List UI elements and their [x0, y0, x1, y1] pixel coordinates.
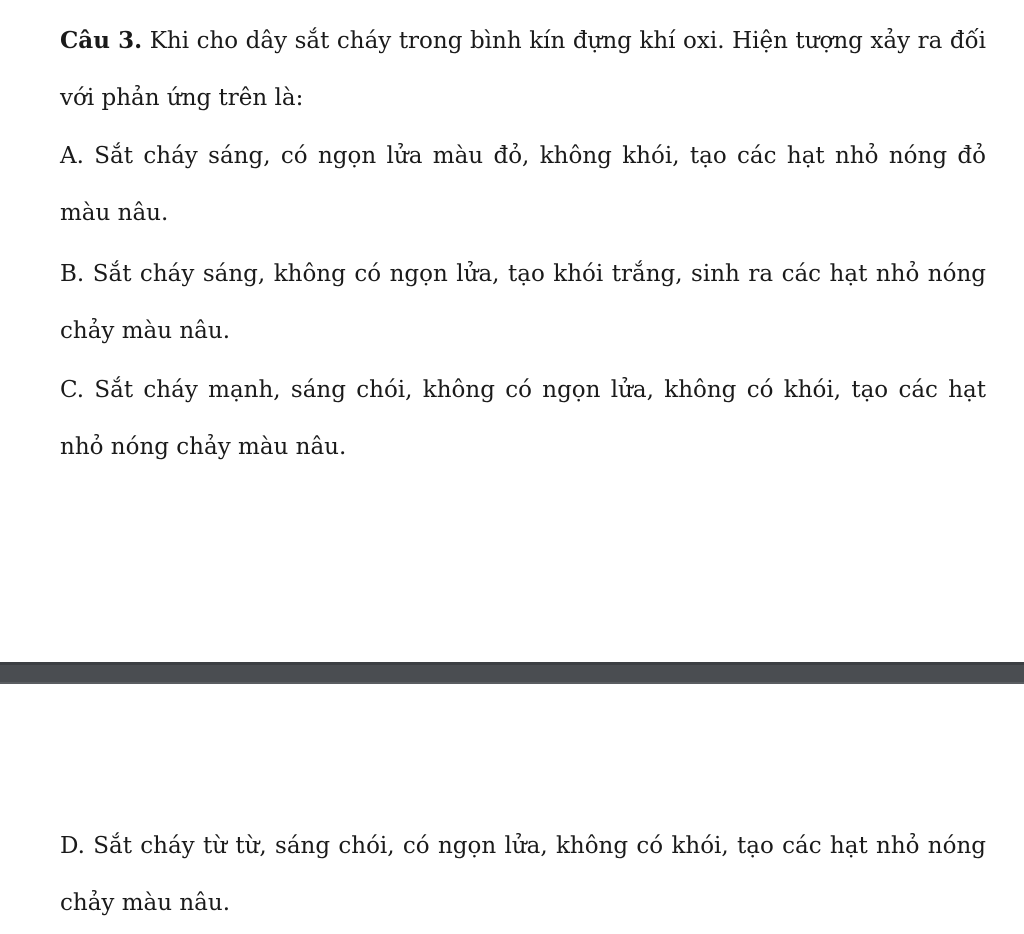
option-d: D. Sắt cháy từ từ, sáng chói, có ngọn lửa, không có khói, tạo các hạt nhỏ nóng chảy màu nâu.	[60, 833, 986, 916]
page-separator	[0, 662, 1024, 684]
question-label: Câu 3.	[60, 27, 143, 54]
option-a: A. Sắt cháy sáng, có ngọn lửa màu đỏ, không khói, tạo các hạt nhỏ nóng đỏ màu nâu.	[60, 143, 986, 226]
option-c: C. Sắt cháy mạnh, sáng chói, không có ngọn lửa, không có khói, tạo các hạt nhỏ nóng chảy màu nâu.	[60, 377, 986, 460]
question-text: Khi cho dây sắt cháy trong bình kín đựng khí oxi. Hiện tượng xảy ra đối với phản ứng trên là:	[60, 28, 986, 111]
document-page-2	[0, 684, 1024, 934]
option-b: B. Sắt cháy sáng, không có ngọn lửa, tạo khói trắng, sinh ra các hạt nhỏ nóng chảy màu nâu.	[60, 261, 986, 344]
question-paragraph	[60, 12, 986, 127]
